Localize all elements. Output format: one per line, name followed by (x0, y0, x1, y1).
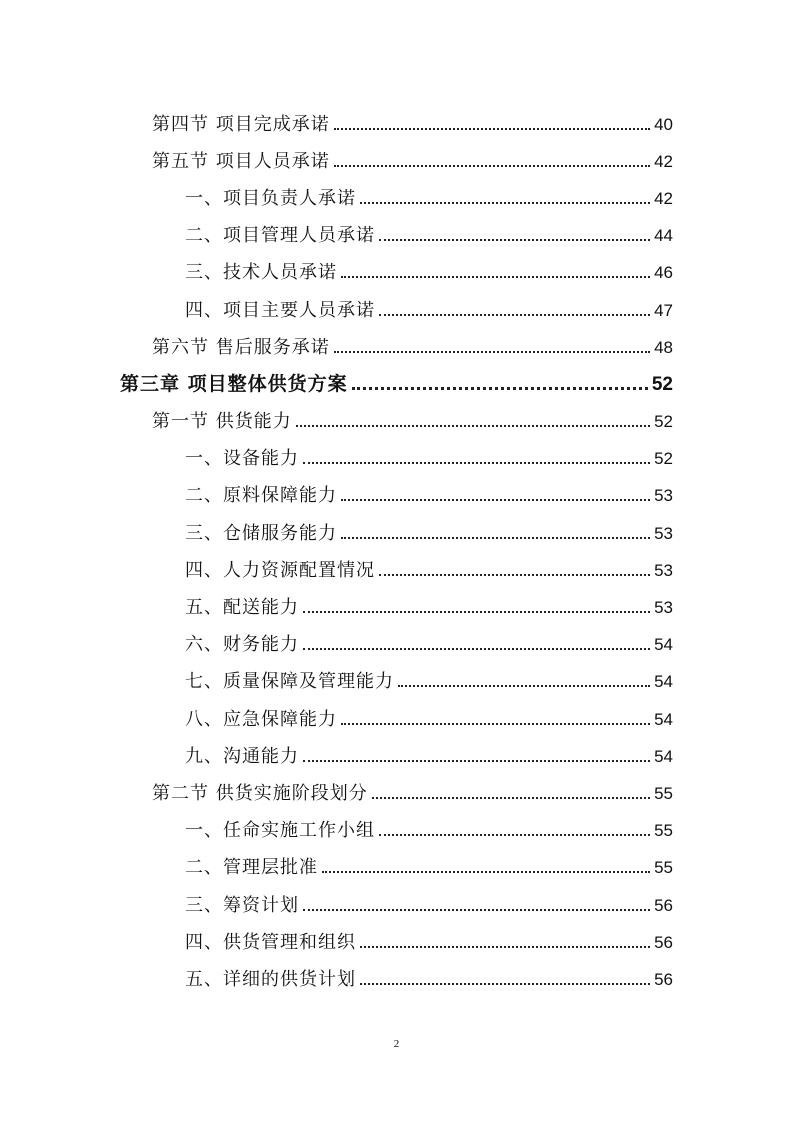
toc-leader-dots (322, 871, 650, 873)
toc-entry-label: 一、项目负责人承诺 (185, 187, 356, 209)
toc-leader-dots (334, 165, 650, 167)
toc-leader-dots (341, 537, 650, 539)
toc-entry-page: 54 (654, 635, 673, 655)
toc-entry-page: 53 (654, 560, 673, 580)
toc-entry-label: 三、仓储服务能力 (185, 522, 337, 544)
toc-entry-label: 三、筹资计划 (185, 894, 299, 916)
toc-entry-label: 第四节 项目完成承诺 (152, 113, 330, 135)
toc-entry-page: 54 (654, 746, 673, 766)
toc-entry-label: 九、沟通能力 (185, 745, 299, 767)
toc-entry-label: 第五节 项目人员承诺 (152, 150, 330, 172)
toc-entry[interactable] (0, 216, 793, 253)
toc-leader-dots (372, 797, 650, 799)
toc-entry[interactable] (0, 550, 793, 587)
toc-entry[interactable] (0, 402, 793, 439)
toc-entry-page: 52 (654, 449, 673, 469)
toc-entry-page: 54 (654, 709, 673, 729)
toc-entry-page: 40 (654, 114, 673, 134)
page-number: 2 (393, 1038, 400, 1050)
toc-leader-dots (360, 946, 650, 948)
toc-entry-label: 一、任命实施工作小组 (185, 820, 375, 842)
toc-leader-dots (303, 611, 650, 613)
toc-entry-label: 第六节 售后服务承诺 (152, 336, 330, 358)
toc-entry-page: 53 (654, 523, 673, 543)
toc-leader-dots (360, 983, 650, 985)
toc-entry[interactable] (0, 848, 793, 885)
toc-entry[interactable] (0, 476, 793, 513)
toc-entry-page: 42 (654, 151, 673, 171)
toc-entry[interactable] (0, 699, 793, 736)
toc-entry-page: 44 (654, 226, 673, 246)
toc-leader-dots (341, 276, 650, 278)
toc-entry[interactable] (0, 439, 793, 476)
toc-entry-label: 第二节 供货实施阶段划分 (152, 782, 368, 804)
toc-chapter-label: 第三章 项目整体供货方案 (120, 373, 348, 396)
toc-entry[interactable] (0, 625, 793, 662)
toc-entry[interactable] (0, 773, 793, 810)
toc-entry[interactable] (0, 513, 793, 550)
toc-entry-label: 二、项目管理人员承诺 (185, 225, 375, 247)
toc-chapter-entry[interactable] (0, 364, 793, 401)
toc-entry-page: 52 (654, 412, 673, 432)
toc-leader-dots (334, 128, 650, 130)
table-of-contents (0, 104, 793, 997)
toc-entry-page: 42 (654, 188, 673, 208)
toc-leader-dots (360, 202, 650, 204)
toc-entry[interactable] (0, 736, 793, 773)
toc-leader-dots (341, 723, 650, 725)
toc-leader-dots (303, 760, 650, 762)
toc-entry-page: 55 (654, 783, 673, 803)
toc-entry-label: 四、人力资源配置情况 (185, 559, 375, 581)
toc-entry[interactable] (0, 178, 793, 215)
toc-entry[interactable] (0, 922, 793, 959)
toc-leader-dots (379, 834, 650, 836)
toc-entry-label: 六、财务能力 (185, 634, 299, 656)
toc-entry-page: 56 (654, 895, 673, 915)
toc-entry-label: 一、设备能力 (185, 448, 299, 470)
toc-entry[interactable] (0, 290, 793, 327)
toc-entry-page: 48 (654, 337, 673, 357)
toc-entry-page: 55 (654, 821, 673, 841)
toc-leader-dots (379, 239, 650, 241)
toc-entry-label: 二、管理层批准 (185, 857, 318, 879)
toc-entry-page: 56 (654, 932, 673, 952)
toc-entry-page: 56 (654, 969, 673, 989)
toc-entry[interactable] (0, 253, 793, 290)
toc-entry-label: 五、详细的供货计划 (185, 968, 356, 990)
toc-leader-dots (341, 499, 650, 501)
toc-entry-label: 四、供货管理和组织 (185, 931, 356, 953)
toc-entry-page: 54 (654, 672, 673, 692)
toc-entry-page: 55 (654, 858, 673, 878)
toc-leader-dots (296, 425, 650, 427)
toc-leader-dots (303, 462, 650, 464)
toc-entry-label: 四、项目主要人员承诺 (185, 299, 375, 321)
toc-entry[interactable] (0, 662, 793, 699)
toc-entry[interactable] (0, 587, 793, 624)
toc-entry-page: 53 (654, 598, 673, 618)
toc-leader-dots (334, 351, 650, 353)
toc-entry[interactable] (0, 327, 793, 364)
toc-leader-dots (379, 574, 650, 576)
toc-entry-page: 53 (654, 486, 673, 506)
toc-entry-label: 二、原料保障能力 (185, 485, 337, 507)
toc-chapter-page: 52 (651, 374, 673, 396)
toc-entry-page: 46 (654, 263, 673, 283)
toc-leader-dots (379, 314, 650, 316)
toc-leader-dots (398, 685, 650, 687)
toc-entry-label: 八、应急保障能力 (185, 708, 337, 730)
toc-entry[interactable] (0, 141, 793, 178)
toc-leader-dots (352, 387, 648, 390)
toc-entry-label: 三、技术人员承诺 (185, 262, 337, 284)
toc-entry-label: 五、配送能力 (185, 597, 299, 619)
toc-leader-dots (303, 909, 650, 911)
toc-entry[interactable] (0, 959, 793, 996)
toc-entry-label: 七、质量保障及管理能力 (185, 671, 394, 693)
toc-entry[interactable] (0, 104, 793, 141)
toc-entry-page: 47 (654, 300, 673, 320)
toc-entry-label: 第一节 供货能力 (152, 411, 292, 433)
toc-entry[interactable] (0, 811, 793, 848)
toc-entry[interactable] (0, 885, 793, 922)
toc-leader-dots (303, 648, 650, 650)
